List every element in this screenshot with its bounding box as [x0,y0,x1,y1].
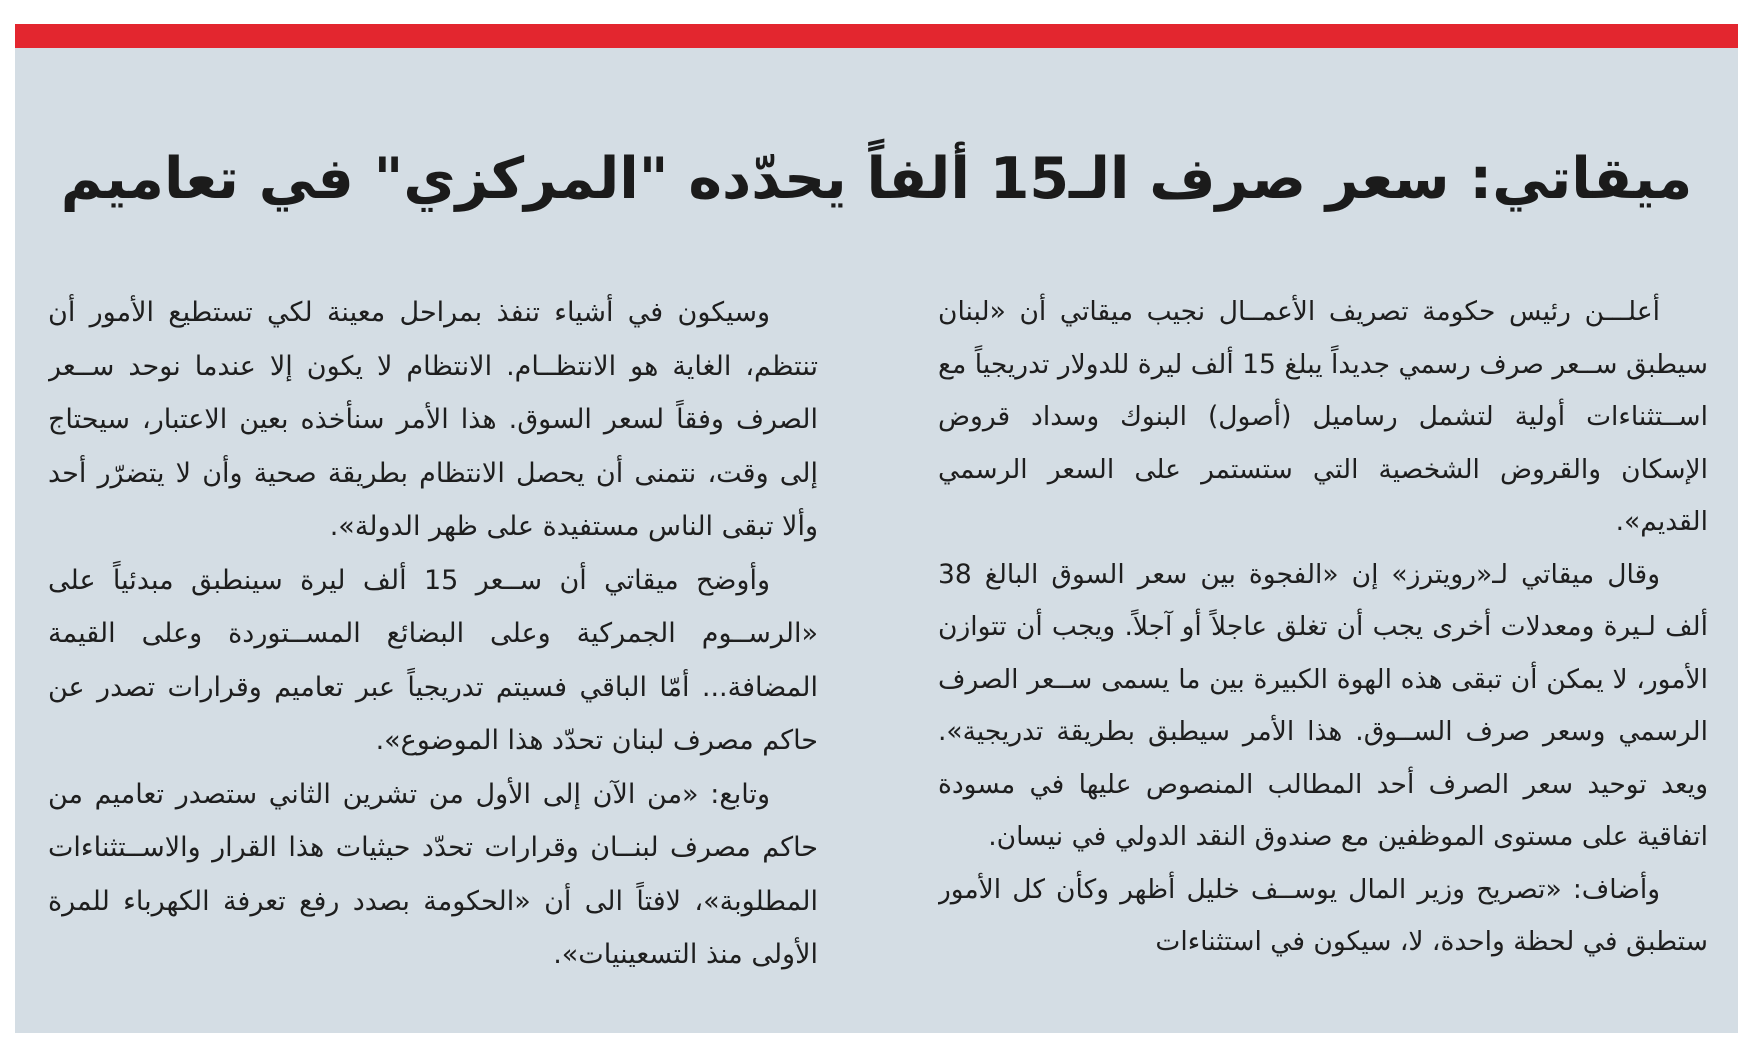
paragraph: وأضاف: «تصريح وزير المال يوســف خليل أظهر وكأن كل الأمور ستطبق في لحظة واحدة، لا، سيكون في استثناءات [938,873,1708,957]
article-card [15,24,1738,1033]
paragraph: وأوضح ميقاتي أن ســعر 15 ألف ليرة سينطبق مبدئياً على «الرســوم الجمركية وعلى البضائع المســتوردة وعلى القيمة المضافة... أمّا الباقي فسيتم تدريجياً عبر تعاميم وقرارات تصدر عن حاكم مصرف لبنان تحدّد هذا الموضوع». [48,564,818,756]
paragraph: وتابع: «من الآن إلى الأول من تشرين الثاني ستصدر تعاميم من حاكم مصرف لبنــان وقرارات تحدّد حيثيات هذا القرار والاســتثناءات المطلوبة»، لافتاً الى أن «الحكومة بصدد رفع تعرفة الكهرباء للمرة الأولى منذ التسعينيات». [48,778,818,970]
paragraph: وقال ميقاتي لـ«رويترز» إن «الفجوة بين سعر السوق البالغ 38 ألف لـيرة ومعدلات أخرى يجب أن تغلق عاجلاً أو آجلاً. ويجب أن تتوازن الأمور، لا يمكن أن تبقى هذه الهوة الكبيرة بين ما يسمى ســعر الصرف الرسمي وسعر صرف الســوق. هذا الأمر سيطبق بطريقة تدريجية». ويعد توحيد سعر الصرف أحد المطالب المنصوص عليها في مسودة اتفاقية على مستوى الموظفين مع صندوق النقد الدولي في نيسان. [938,558,1708,852]
article-column-left [48,286,818,1006]
paragraph: أعلـــن رئيس حكومة تصريف الأعمــال نجيب ميقاتي أن «لبنان سيطبق ســعر صرف رسمي جديداً يبلغ 15 ألف ليرة للدولار تدريجياً مع اســتثناءات أولية لتشمل رساميل (أصول) البنوك وسداد قروض الإسكان والقروض الشخصية التي ستستمر على السعر الرسمي القديم». [938,296,1708,537]
red-accent-bar [15,24,1738,48]
paragraph: وسيكون في أشياء تنفذ بمراحل معينة لكي تستطيع الأمور أن تنتظم، الغاية هو الانتظــام. الانتظام لا يكون إلا عندما نوحد ســعر الصرف وفقاً لسعر السوق. هذا الأمر سنأخذه بعين الاعتبار، سيحتاج إلى وقت، نتمنى أن يحصل الانتظام بطريقة صحية وأن لا يتضرّر أحد وألا تبقى الناس مستفيدة على ظهر الدولة». [48,297,818,542]
article-headline: ميقاتي: سعر صرف الـ15 ألفاً يحدّده "المركزي" في تعاميم [60,146,1693,212]
article-column-right [938,286,1708,1006]
